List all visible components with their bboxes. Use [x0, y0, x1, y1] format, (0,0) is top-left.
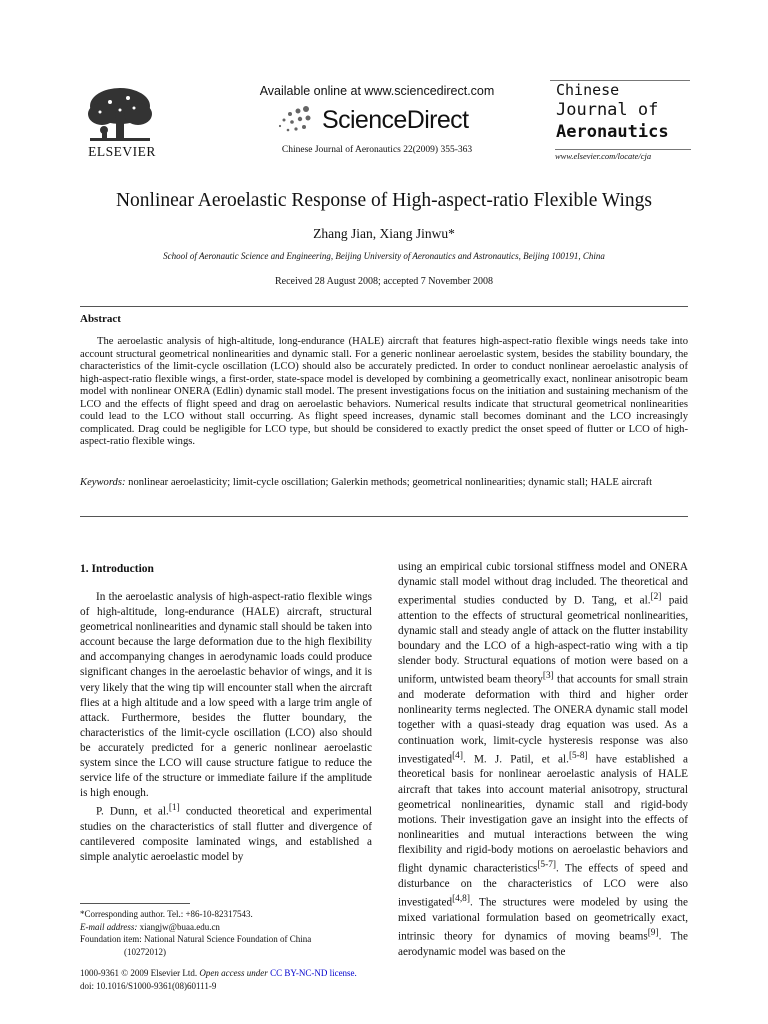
keywords — [80, 476, 688, 489]
intro-paragraph-3: using an empirical cubic torsional stiffness model and ONERA dynamic stall model without drag included. The theoretical and experimental studies conducted by D. Tang, et al.[2] paid attention to the effects of structural geometrical nonlinearities, dynamic stall and steady angle of attack on the flutter instability boundary and the LCO of a high-aspect-ratio wing with a tip slender body. Structural equations of motion were based on a uniform, untwisted beam theory[3] that accounts for small strain and moderate deformation with third and higher order nonlinearity terms neglected. The ONERA dynamic stall model together with a quasi-steady drag equation was used. As a continuation work, limit-cycle hysteresis response was also investigated[4]. M. J. Patil, et al.[5-8] have established a theoretical basis for nonlinear aeroelastic analysis of HALE aircraft that takes into account material anisotropy, structural geometrical nonlinearities, dynamic stall and rigid-body motions. Their investigation gave an insight into the effects of nonlinearities and mutual interactions between the wing flexibility and rigid-body motions on aeroelastic behaviors and flight dynamic characteristics[5-7]. The effects of speed and disturbance on the characteristics of LCO were also investigated[4,8]. The structures were modeled by using the mixed variational formulation based on geometrically exact, intrinsic theory for dynamics of moving beams[9]. The aerodynamic model was based on the — [398, 561, 689, 958]
journal-title-line1: Chinese — [556, 81, 620, 99]
citation-ref[interactable]: [3] — [542, 671, 554, 682]
article-authors: Zhang Jian, Xiang Jinwu* — [313, 226, 455, 241]
citation-ref[interactable]: [4] — [452, 750, 463, 761]
intro-paragraph-2: P. Dunn, et al.[1] conducted theoretical and experimental studies on the characteristics of stall flutter and divergence of cantilevered composite laminated wings, and established a simple analytic aeroelastic model by — [80, 803, 372, 864]
keywords-list: nonlinear aeroelasticity; limit-cycle oscillation; Galerkin methods; geometrical nonlinearities; dynamic stall; HALE aircraft — [125, 477, 653, 488]
abstract-heading: Abstract — [80, 313, 121, 325]
journal-url[interactable]: www.elsevier.com/locate/cja — [555, 149, 691, 161]
abstract-top-rule — [80, 306, 688, 307]
abstract-bottom-rule — [80, 516, 688, 517]
intro-paragraph-1: In the aeroelastic analysis of high-aspect-ratio flexible wings of high-altitude, long-endurance (HALE) aircraft, structural geometrical nonlinearities and dynamic stall should be taken into account because the large deformation due to the high flexibility and accompanying changes in aerodynamic loads could produce significant changes in the aeroelastic behavior of wings, and it is very likely that the wing tip will encounter stall when the aircraft flies at a high altitude and a low speed with a large trim angle of attack. Furthermore, besides the flutter boundary, the characteristics of the limit-cycle oscillation (LCO) also should be accurately predicted for a generic nonlinear aeroelastic system since the LCO will cause structure fatigue to reduce the service life of the structure or immediate failure if the amplitude is high enough. — [80, 591, 372, 800]
copyright-line: 1000-9361 © 2009 Elsevier Ltd. Open access under CC BY-NC-ND license. — [80, 968, 357, 978]
foundation-note: Foundation item: National Natural Science Foundation of China — [80, 934, 312, 944]
received-dates: Received 28 August 2008; accepted 7 November 2008 — [275, 276, 493, 287]
citation-ref[interactable]: [2] — [650, 592, 662, 603]
publisher-name: ELSEVIER — [88, 144, 156, 159]
citation-ref[interactable]: [9] — [647, 927, 659, 938]
keywords-label: Keywords: — [80, 477, 126, 488]
grant-number: (10272012) — [124, 946, 166, 957]
license-link[interactable]: CC BY-NC-ND license. — [267, 968, 357, 978]
email-note: E-mail address: xiangjw@buaa.edu.cn — [80, 921, 220, 932]
right-column — [398, 560, 688, 960]
dots-logo-icon — [276, 104, 316, 136]
available-online-text: Available online at www.sciencedirect.com — [259, 84, 495, 98]
article-affiliation: School of Aeronautic Science and Engineering, Beijing University of Aeronautics and Astronautics, Beijing 100191, China — [163, 251, 605, 261]
article-title: Nonlinear Aeroelastic Response of High-aspect-ratio Flexible Wings — [115, 190, 653, 211]
journal-citation: Chinese Journal of Aeronautics 22(2009) 355-363 — [281, 145, 473, 155]
journal-title-line3: Aeronautics — [556, 122, 669, 142]
brand-name: ScienceDirect — [322, 106, 469, 134]
footnotes — [80, 908, 380, 958]
corresponding-author-note: *Corresponding author. Tel.: +86-10-82317543. — [80, 909, 253, 919]
footnote-rule — [80, 903, 190, 904]
left-column — [80, 590, 372, 865]
copyright-block — [80, 967, 380, 993]
journal-title-line2: Journal of — [556, 100, 659, 120]
citation-ref[interactable]: [4,8] — [452, 893, 470, 904]
abstract-text: The aeroelastic analysis of high-altitude, long-endurance (HALE) aircraft that features high-aspect-ratio flexible wings needs take into account structural geometrical nonlinearities and dynamic stall. For a generic nonlinear aeroelastic system, besides the stability boundary, the characteristics of the limit-cycle oscillation (LCO) should also be accurately predicted. In order to conduct nonlinear aeroelastic analysis of high-aspect-ratio flexible wings, a first-order, state-space model is developed by combining a geometrically exact, nonlinear anisotropic beam model with nonlinear ONERA (Edlin) dynamic stall model. The present investigations focus on the initiation and sustaining mechanism of the LCO and the effects of flight speed and drag on aeroelastic behaviors. Numerical results indicate that structural geometrical nonlinearities could lead to the LCO without stall occurring. As flight speed increases, dynamic stall becomes dominant and the LCO increasingly complicated. Drag could be negligible for LCO type, but should be considered to exactly predict the onset speed of flutter or LCO of high-aspect-ratio flexible wings. — [80, 336, 688, 447]
citation-ref[interactable]: [1] — [168, 803, 180, 814]
doi[interactable]: doi: 10.1016/S1000-9361(08)60111-9 — [80, 981, 217, 991]
citation-ref[interactable]: [5-7] — [537, 859, 556, 870]
section-heading-introduction: 1. Introduction — [80, 563, 154, 575]
email-address[interactable]: xiangjw@buaa.edu.cn — [137, 921, 220, 932]
citation-ref[interactable]: [5-8] — [568, 750, 588, 761]
